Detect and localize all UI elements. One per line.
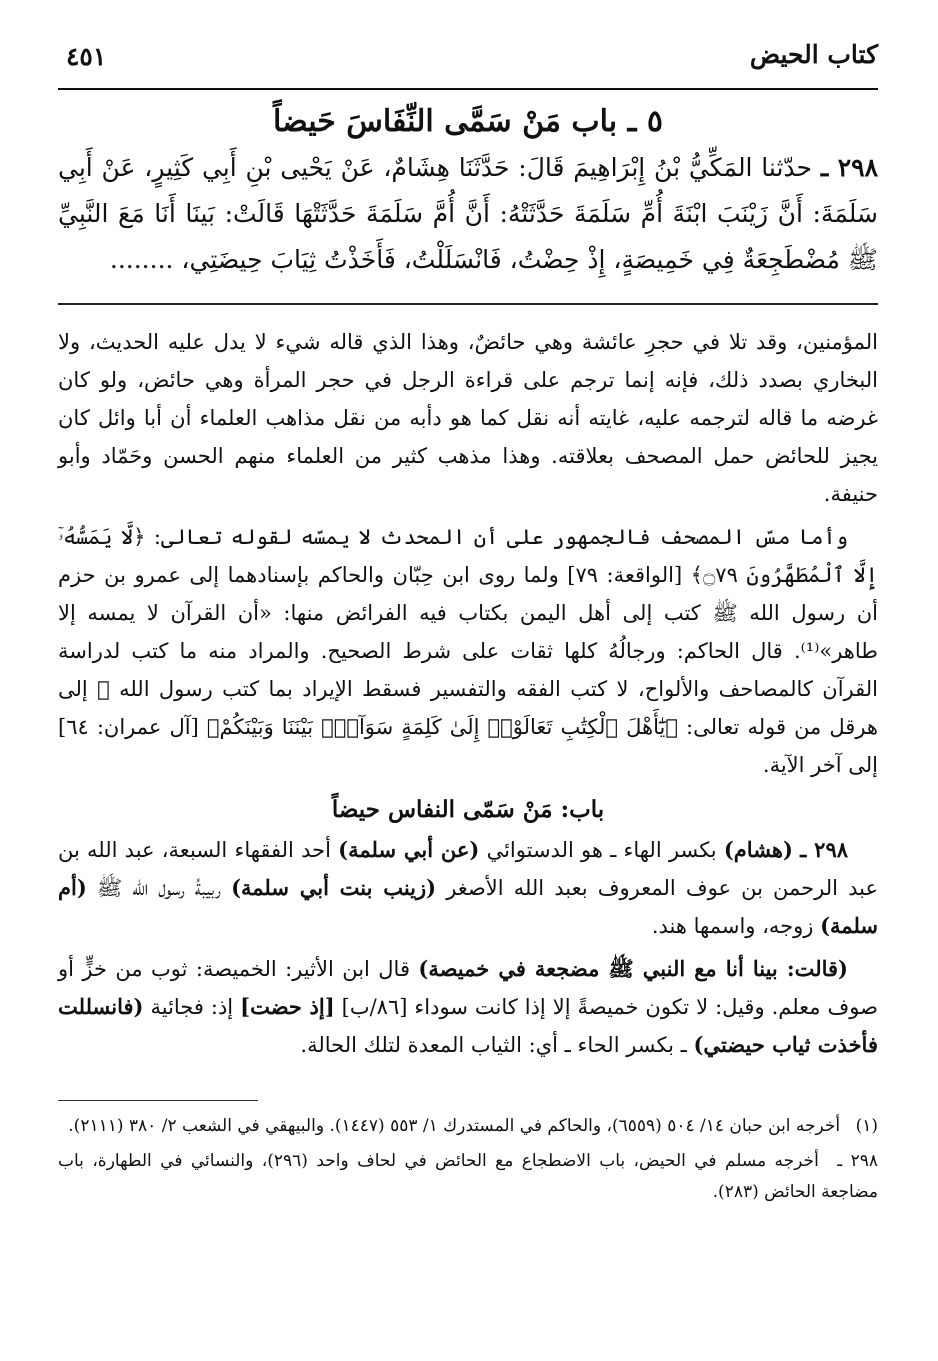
sub-chapter-heading: باب: مَنْ سَمّى النفاس حيضاً (331, 796, 605, 823)
footnote-2 (58, 1146, 878, 1208)
book-page (58, 30, 878, 1212)
keyword-umm-salama: (أم سلمة) (58, 875, 878, 938)
explanation-text: ـ بكسر الحاء ـ أي: الثياب المعدة لتلك الحالة. (300, 1033, 687, 1057)
commentary-paragraph-2: وأما مسّ المصحف فالجمهور على أن المحدث لا يمسّه لقوله تعالى: ﴿لَّا يَمَسُّهُۥٓ إِلَّا ٱلْمُطَهَّرُونَ ۝٧٩﴾ [الواقعة: ٧٩] ولما روى ابن حِبّان والحاكم بإسنادهما إلى عمرو بن حزم أن رسول الله ﷺ كتب إلى أهل اليمن بكتاب فيه الفرائض منها: «أن القرآن لا يمسه إلا طاهر»⁽¹⁾. قال الحاكم: ورجالُهُ كلها ثقات على شرط الصحيح. والمراد منه ما كتب لدراسة القرآن كالمصاحف والألواح، لا كتب الفقه والتفسير فسقط الإيراد بما كتب رسول الله ﷺ إلى هرقل من قوله تعالى: ﴿يَٰٓأَهْلَ ٱلْكِتَٰبِ تَعَالَوْا۟ إِلَىٰ كَلِمَةٍ سَوَآءٍۭ بَيْنَنَا وَبَيْنَكُمْ﴾ [آل عمران: ٦٤] إلى آخر الآية. (58, 525, 878, 777)
hadith-text: حدّثنا المَكِّيُّ بْنُ إِبْرَاهِيمَ قَالَ: حَدَّثَنَا هِشَامٌ، عَنْ يَحْيى بْنِ أَبِي كَثِيرٍ، عَنْ أَبِي سَلَمَةَ: أَنَّ زَيْنَبَ ابْنَةَ أُمِّ سَلَمَةَ حَدَّثَتْهُ: أَنَّ أُمَّ سَلَمَةَ حَدَّثَتْهَا قَالَتْ: بَينَا أَنَا مَعَ النَّبِيِّ ﷺ مُضْطَجِعَةٌ فِي خَمِيصَةٍ، إِذْ حِضْتُ، فَانْسَلَلْتُ، فَأَخَذْتُ ثِيَابَ حِيضَتِي، ........ (58, 153, 878, 274)
footnote-2-text: أخرجه مسلم في الحيض، باب الاضطجاع مع الحائض في لحاف واحد (٢٩٦)، والنسائي في الطهارة، باب مضاجعة الحائض (٢٨٣). (58, 1151, 878, 1202)
footnotes-section (58, 1111, 878, 1208)
commentary-section (58, 323, 878, 1064)
explanation-text: زوجه، واسمها هند. (651, 914, 814, 938)
footnote-2-marker: ٢٩٨ ـ (837, 1151, 878, 1171)
footnote-1-marker: (١) (855, 1116, 878, 1136)
explanation-paragraph-1 (58, 831, 878, 945)
keyword-fansalaltu: (فانسللت فأخذت ثياب حيضتي) (58, 994, 878, 1057)
page-number: ٤٥١ (66, 42, 107, 71)
running-header (58, 30, 878, 90)
keyword-hisham: (هشام) (723, 837, 793, 862)
explanation-text: أحد الفقهاء السبعة، عبد الله بن عبد الرحمن بن عوف المعروف بعبد الله الأصغر (58, 838, 878, 900)
explanation-text: بكسر الهاء ـ هو الدستوائي (486, 838, 717, 862)
keyword-idh-hidtu: [إذ حضت] (240, 994, 335, 1019)
keyword-abi-salama: (عن أبي سلمة) (338, 837, 480, 862)
footnote-1-text: أخرجه ابن حبان ١٤/ ٥٠٤ (٦٥٥٩)، والحاكم في المستدرك ١/ ٥٥٣ (١٤٤٧). والبيهقي في الشعب ٢/ ٣٨٠ (٢١١١). (68, 1116, 841, 1136)
explanation-hadith-number: ٢٩٨ ـ (800, 837, 849, 862)
section-divider (58, 303, 878, 305)
footnote-divider (58, 1100, 258, 1101)
explanation-text: إذ: فجائية (150, 995, 234, 1019)
hadith-text-block (58, 145, 878, 283)
explanation-text: قال ابن الأثير: الخميصة: ثوب من خزٍّ أو صوف معلم. وقيل: لا تكون خميصةً إلا إذا كانت سوداء [٨٦/ب] (58, 957, 878, 1019)
footnote-1 (58, 1111, 878, 1142)
keyword-zaynab: (زينب بنت أبي سلمة) (231, 875, 437, 900)
chapter-heading: ٥ ـ باب مَنْ سَمَّى النِّفَاسَ حَيضاً (273, 104, 663, 139)
hadith-number: ٢٩٨ ـ (820, 153, 879, 182)
keyword-khamisa: (قالت: بينا أنا مع النبي ﷺ مضجعة في خميصة) (418, 956, 848, 981)
commentary-paragraph-1: المؤمنين، وقد تلا في حجرِ عائشة وهي حائضٌ، وهذا الذي قاله شيء لا يدل عليه الحديث، ولا البخاري بصدد ذلك، فإنه إنما ترجم على قراءة الرجل في حجر المرأة وهي حائض، ولو كان غرضه ما قاله لترجمه عليه، غايته أنه نقل كما هو دأبه من نقل مذاهب العلماء أن أبا وائل كان يجيز للحائض حمل المصحف بعلاقته. وهذا مذهب كثير من العلماء منهم الحسن وحَمّاد وأبو حنيفة. (58, 330, 878, 506)
explanation-paragraph-2 (58, 950, 878, 1064)
explanation-text: ربيبةُ رسول الله ﷺ (96, 876, 221, 900)
book-title: كتاب الحيض (749, 40, 878, 69)
